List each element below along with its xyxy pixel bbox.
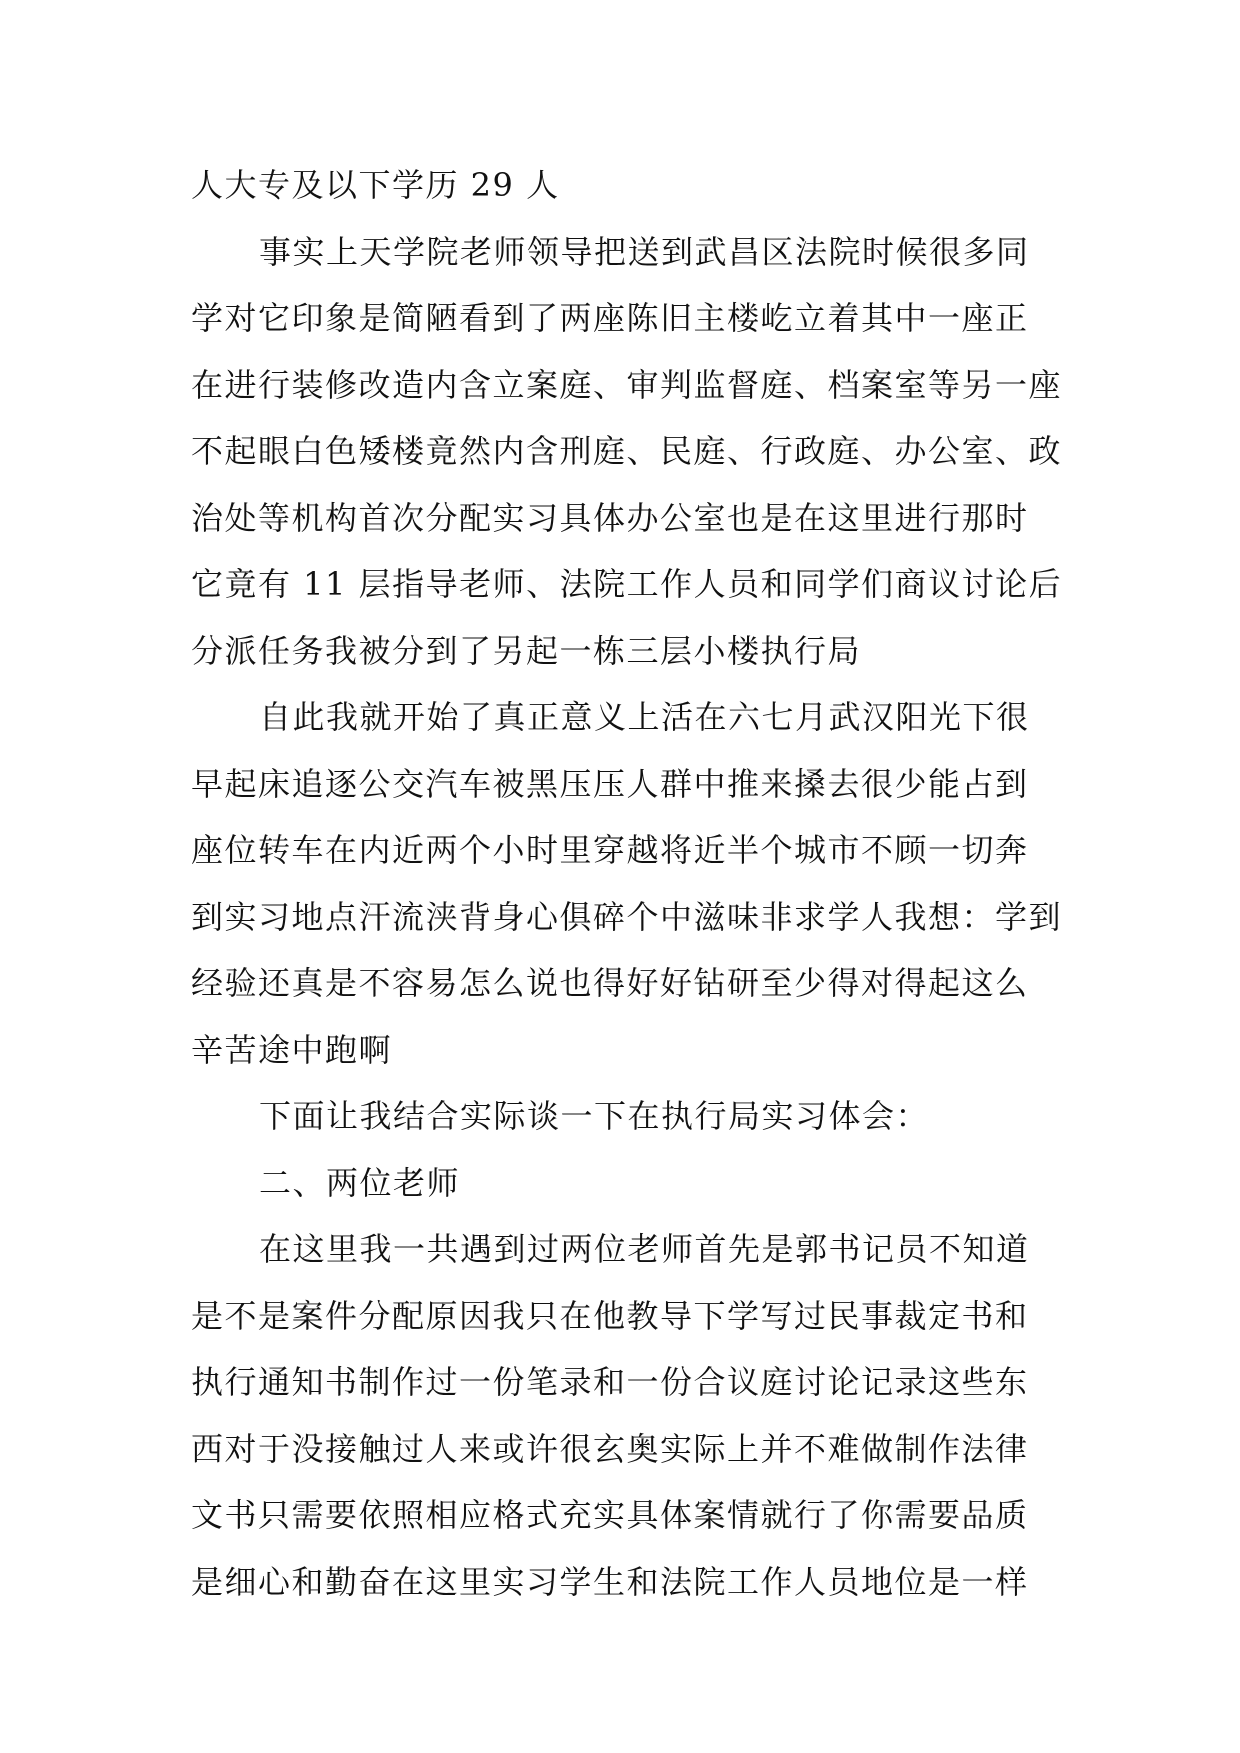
text-line: 不起眼白色矮楼竟然内含刑庭、民庭、行政庭、办公室、政	[191, 432, 1063, 470]
text-line: 座位转车在内近两个小时里穿越将近半个城市不顾一切奔	[191, 831, 1029, 869]
text-line: 治处等机构首次分配实习具体办公室也是在这里进行那时	[191, 498, 1029, 537]
text-line: 是不是案件分配原因我只在他教导下学写过民事裁定书和	[191, 1296, 1029, 1335]
text-line: 学对它印象是简陋看到了两座陈旧主楼屹立着其中一座正	[191, 299, 1029, 337]
text-line: 在这里我一共遇到过两位老师首先是郭书记员不知道	[259, 1230, 1030, 1268]
text-line: 辛苦途中跑啊	[191, 1030, 393, 1069]
body-text	[191, 152, 1063, 1615]
text-line: 事实上天学院老师领导把送到武昌区法院时候很多同	[259, 232, 1030, 271]
text-line: 经验还真是不容易怎么说也得好好钻研至少得对得起这么	[191, 964, 1029, 1002]
text-line: 文书只需要依照相应格式充实具体案情就行了你需要品质	[191, 1496, 1029, 1534]
text-line: 到实习地点汗流浃背身心俱碎个中滋味非求学人我想：学到	[191, 897, 1063, 936]
text-line: 在进行装修改造内含立案庭、审判监督庭、档案室等另一座	[191, 365, 1063, 404]
text-line: 它竟有 11 层指导老师、法院工作人员和同学们商议讨论后	[191, 565, 1063, 603]
text-line: 是细心和勤奋在这里实习学生和法院工作人员地位是一样	[191, 1562, 1029, 1601]
text-line: 西对于没接触过人来或许很玄奥实际上并不难做制作法律	[191, 1429, 1029, 1468]
text-line: 自此我就开始了真正意义上活在六七月武汉阳光下很	[259, 698, 1030, 736]
text-line: 人大专及以下学历 29 人	[191, 166, 560, 204]
text-line: 下面让我结合实际谈一下在执行局实习体会：	[259, 1097, 930, 1135]
text-line: 执行通知书制作过一份笔录和一份合议庭讨论记录这些东	[191, 1363, 1029, 1401]
text-line: 分派任务我被分到了另起一栋三层小楼执行局	[191, 631, 862, 670]
section-heading: 二、两位老师	[259, 1163, 461, 1202]
text-line: 早起床追逐公交汽车被黑压压人群中推来搡去很少能占到	[191, 764, 1029, 803]
